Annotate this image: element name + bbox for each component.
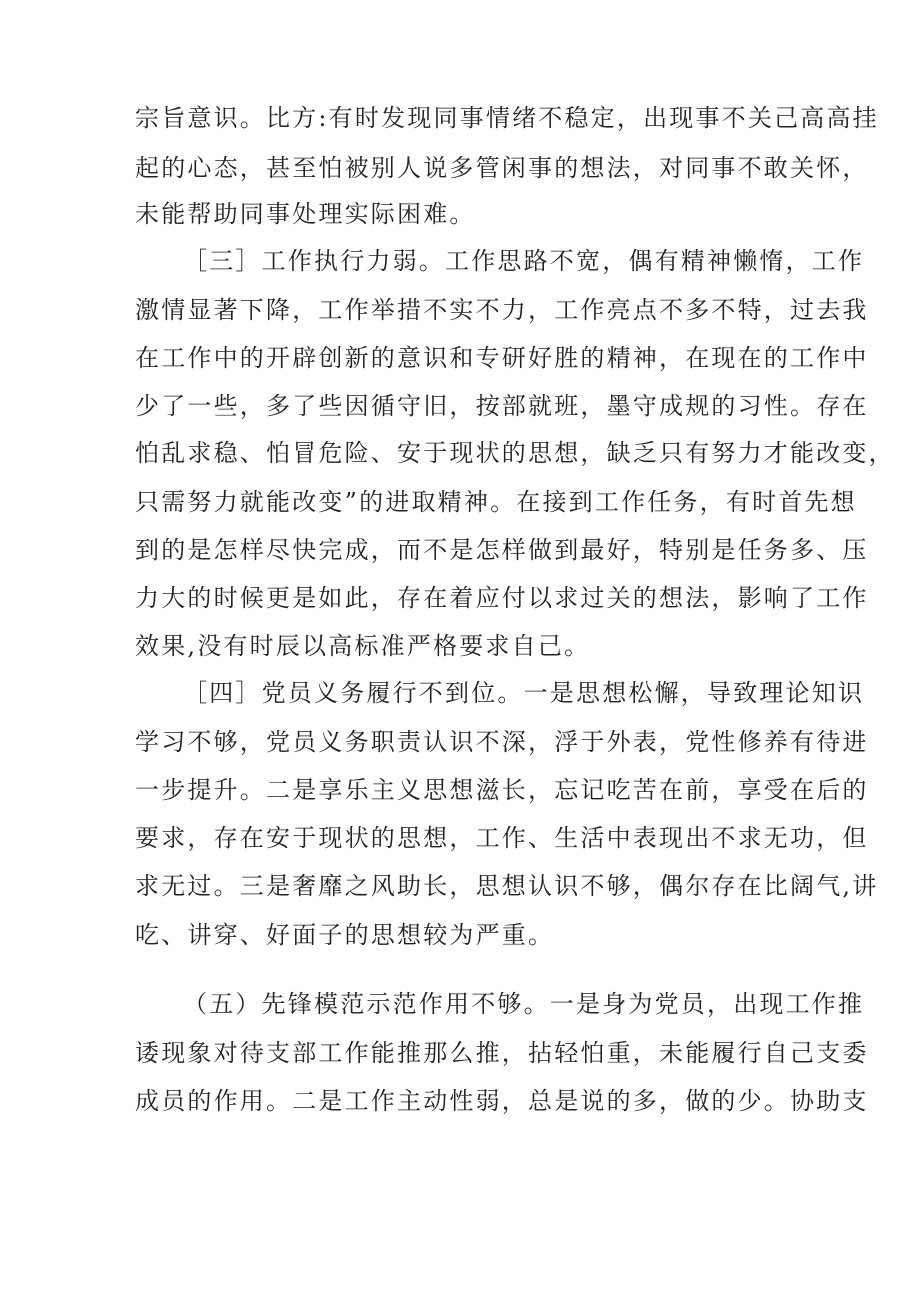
text-line: 怕乱求稳、怕冒危险、安于现状的思想，缺乏只有努力才能改变，	[135, 439, 895, 467]
text-line: 要求，存在安于现状的思想，工作、生活中表现出不求无功，但	[135, 824, 869, 852]
text-line: 求无过。三是奢靡之风助长，思想认识不够，偶尔存在比阔气,讲	[135, 872, 879, 900]
text-line: 诿现象对待支部工作能推那么推，拈轻怕重，未能履行自己支委	[135, 1039, 869, 1067]
text-line: 力大的时候更是如此，存在着应付以求过关的想法，影响了工作	[135, 584, 869, 612]
text-line: ［四］党员义务履行不到位。一是思想松懈，导致理论知识	[183, 679, 865, 707]
text-line: 未能帮助同事处理实际困难。	[135, 200, 476, 228]
text-line: 一步提升。二是享乐主义思想滋长，忘记吃苦在前，享受在后的	[135, 776, 869, 804]
text-line: 激情显著下降，工作举措不实不力，工作亮点不多不特，过去我	[135, 296, 869, 324]
text-line: 只需努力就能改变”的进取精神。在接到工作任务，有时首先想	[135, 488, 857, 516]
text-line: 少了一些，多了些因循守旧，按部就班，墨守成规的习性。存在	[135, 392, 869, 420]
text-line: 效果,没有时辰以高标准严格要求自己。	[135, 632, 591, 660]
text-line: 成员的作用。二是工作主动性弱，总是说的多，做的少。协助支	[135, 1087, 869, 1115]
text-line: 宗旨意识。比方:有时发现同事情绪不稳定，出现事不关己高高挂	[135, 104, 879, 132]
text-line: ［三］工作执行力弱。工作思路不宽，偶有精神懒惰，工作	[183, 247, 865, 275]
text-line: 学习不够，党员义务职责认识不深，浮于外表，党性修养有待进	[135, 728, 869, 756]
text-line: 吃、讲穿、好面子的思想较为严重。	[135, 921, 555, 949]
text-line: 在工作中的开辟创新的意识和专研好胜的精神，在现在的工作中	[135, 344, 869, 372]
text-line: 起的心态，甚至怕被别人说多管闲事的想法，对同事不敢关怀，	[135, 154, 869, 182]
text-line: （五）先锋模范示范作用不够。一是身为党员，出现工作推	[183, 990, 865, 1018]
text-line: 到的是怎样尽快完成，而不是怎样做到最好，特别是任务多、压	[135, 536, 869, 564]
